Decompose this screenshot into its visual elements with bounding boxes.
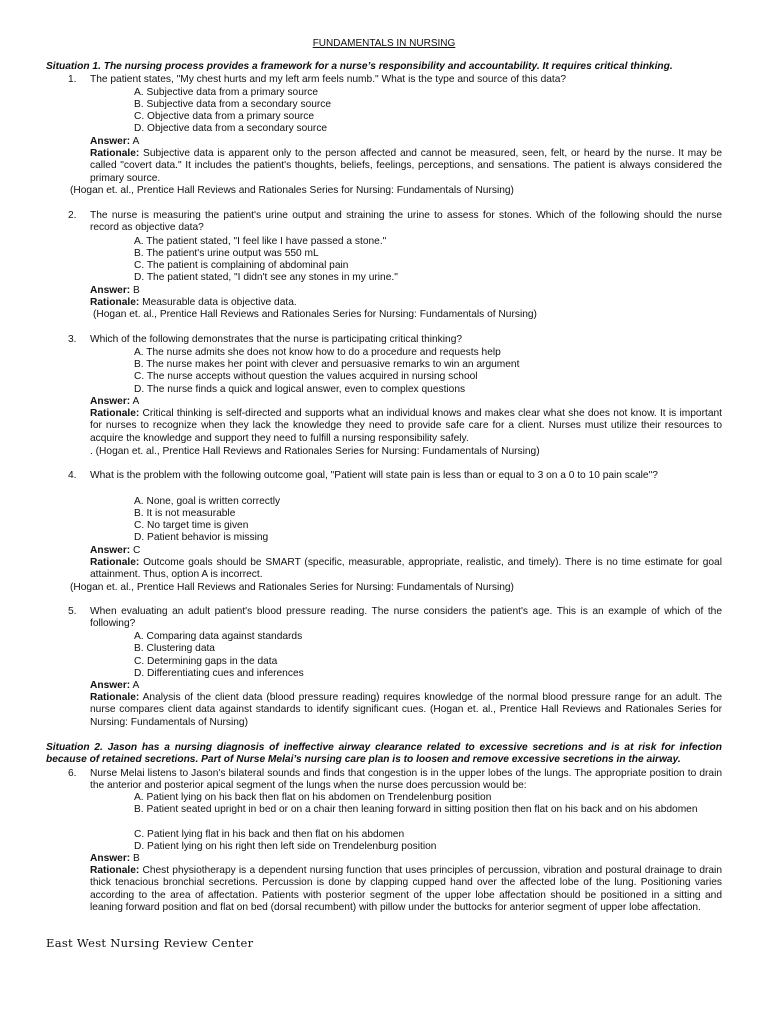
question-text: The patient states, "My chest hurts and my left arm feels numb." What is the type and source of this data? — [90, 74, 567, 85]
rationale — [90, 148, 722, 185]
rationale — [90, 865, 722, 915]
answer-line — [90, 545, 140, 557]
option-b: B. Clustering data — [134, 643, 215, 654]
option-b: B. The patient's urine output was 550 mL — [134, 248, 319, 259]
option-a: A. Comparing data against standards — [134, 631, 303, 642]
rationale-text: Subjective data is apparent only to the person affected and cannot be measured, seen, felt, or heard by the nurse. It may be called "covert data." It includes the patient's thoughts, beliefs, feelings, perceptions, and sensations. The patient is always considered the primary source. — [90, 148, 722, 184]
rationale — [90, 692, 722, 729]
rationale-label: Rationale: — [90, 408, 140, 419]
question-text: When evaluating an adult patient's blood pressure reading. The nurse considers the patient's age. This is an example of which of the following? — [90, 606, 722, 630]
answer-label: Answer: — [90, 136, 131, 147]
rationale-text: Measurable data is objective data. — [142, 297, 297, 308]
option-b-text: B. Patient seated upright in bed or on a chair then leaning forward in sitting position then flat on his back and on his abdomen — [134, 804, 698, 815]
option-a: A. Patient lying on his back then flat on his abdomen on Trendelenburg position — [134, 792, 492, 803]
option-d: D. The patient stated, "I didn't see any stones in my urine." — [134, 272, 398, 283]
option-a: A. Subjective data from a primary source — [134, 87, 319, 98]
option-d: D. Patient behavior is missing — [134, 532, 269, 543]
answer-label: Answer: — [90, 396, 131, 407]
answer-line — [90, 396, 139, 408]
question-text: Nurse Melai listens to Jason's bilateral sounds and finds that congestion is in the upper lobes of the lungs. The appropriate position to drain the anterior and posterior apical segment of the lungs when the nurse does percussion would be: — [90, 768, 722, 792]
question-number: 6. — [68, 768, 77, 779]
question-number: 1. — [68, 74, 77, 85]
rationale — [90, 408, 722, 445]
option-a: A. The patient stated, "I feel like I have passed a stone." — [134, 236, 387, 247]
rationale — [90, 297, 722, 309]
question-text: What is the problem with the following outcome goal, "Patient will state pain is less than or equal to 3 on a 0 to 10 pain scale"? — [90, 470, 658, 481]
option-c: C. Patient lying flat in his back and then flat on his abdomen — [134, 829, 405, 840]
answer-label: Answer: — [90, 285, 131, 296]
option-c: C. The patient is complaining of abdominal pain — [134, 260, 349, 271]
question-number: 5. — [68, 606, 77, 617]
question-number: 4. — [68, 470, 77, 481]
rationale-label: Rationale: — [90, 557, 140, 568]
answer-label: Answer: — [90, 545, 131, 556]
option-c: C. Determining gaps in the data — [134, 656, 278, 667]
answer-line — [90, 680, 139, 692]
answer-line — [90, 853, 140, 865]
answer-line — [90, 136, 139, 148]
answer-label: Answer: — [90, 853, 131, 864]
option-d: D. The nurse finds a quick and logical answer, even to complex questions — [134, 384, 466, 395]
situation-2-heading: Situation 2. Jason has a nursing diagnosis of ineffective airway clearance related to excessive secretions and is at risk for infection because of retained secretions. Part of Nurse Melai’s nursing care plan is to loosen and remove excessive secretions in the airway. — [46, 742, 722, 766]
option-d: D. Objective data from a secondary source — [134, 123, 328, 134]
rationale-text: Critical thinking is self-directed and supports what an individual knows and makes clear what she does not know. It is important for nurses to recognize when they lack the knowledge they need to provide safe care for a client. Nurses must utilize their resources to acquire the knowledge and support they need to fulfill a nursing responsibility safely. — [90, 408, 722, 444]
rationale-label: Rationale: — [90, 148, 140, 159]
reference: (Hogan et. al., Prentice Hall Reviews and Rationales Series for Nursing: Fundamentals of Nursing) — [70, 185, 514, 196]
option-c: C. No target time is given — [134, 520, 249, 531]
rationale-label: Rationale: — [90, 297, 140, 308]
answer-value: A — [132, 396, 140, 407]
rationale-label: Rationale: — [90, 692, 140, 703]
rationale-label: Rationale: — [90, 865, 140, 876]
answer-value: A — [132, 680, 140, 691]
rationale-text: Outcome goals should be SMART (specific, measurable, appropriate, realistic, and timely). There is no time estimate for goal attainment. Thus, option A is incorrect. — [90, 557, 722, 581]
option-c: C. The nurse accepts without question the values acquired in nursing school — [134, 371, 478, 382]
option-b: B. Subjective data from a secondary source — [134, 99, 332, 110]
reference: (Hogan et. al., Prentice Hall Reviews and Rationales Series for Nursing: Fundamentals of Nursing) — [93, 309, 537, 320]
option-b: B. It is not measurable — [134, 508, 236, 519]
answer-line — [90, 285, 140, 297]
reference: . (Hogan et. al., Prentice Hall Reviews and Rationales Series for Nursing: Fundamentals of Nursing) — [90, 446, 540, 457]
page-title: FUNDAMENTALS IN NURSING — [312, 38, 456, 49]
option-a: A. None, goal is written correctly — [134, 496, 281, 507]
option-c: C. Objective data from a primary source — [134, 111, 315, 122]
rationale — [90, 557, 722, 582]
answer-value: B — [133, 853, 140, 864]
answer-value: B — [133, 285, 140, 296]
situation-1-heading: Situation 1. The nursing process provides a framework for a nurse’s responsibility and accountability. It requires critical thinking. — [46, 61, 673, 72]
rationale-text: Chest physiotherapy is a dependent nursing function that uses principles of percussion, vibration and postural drainage to drain thick tenacious bronchial secretions. Percussion is done by clapping cupped hand over the affected lobe of the lung. Positioning varies according to the area of affectation. Patients with posterior segment of the upper lobe affectation should be positioned in a sitting and leaning forward position and flat on bed (dorsal recumbent) with pillow under the buttocks for anterior segment of upper lobe affectation. — [90, 865, 722, 914]
rationale-text: Analysis of the client data (blood pressure reading) requires knowledge of the normal blood pressure range for an adult. The nurse compares client data against standards to identify significant cues. (Hogan et. al., Prentice Hall Reviews and Rationales Series for Nursing: Fundamentals of Nursing) — [90, 692, 722, 728]
option-b — [134, 804, 722, 816]
answer-value: C — [133, 545, 141, 556]
question-number: 2. — [68, 210, 77, 221]
question-number: 3. — [68, 334, 77, 345]
footer-text: East West Nursing Review Center — [46, 936, 254, 950]
option-a: A. The nurse admits she does not know how to do a procedure and requests help — [134, 347, 501, 358]
option-b: B. The nurse makes her point with clever and persuasive remarks to win an argument — [134, 359, 520, 370]
reference: (Hogan et. al., Prentice Hall Reviews and Rationales Series for Nursing: Fundamentals of Nursing) — [70, 582, 514, 593]
answer-label: Answer: — [90, 680, 131, 691]
question-text: The nurse is measuring the patient's urine output and straining the urine to assess for stones. Which of the following should the nurse record as objective data? — [90, 210, 722, 234]
option-d: D. Differentiating cues and inferences — [134, 668, 304, 679]
answer-value: A — [132, 136, 140, 147]
question-text: Which of the following demonstrates that the nurse is participating critical thinking? — [90, 334, 463, 345]
option-d: D. Patient lying on his right then left side on Trendelenburg position — [134, 841, 437, 852]
